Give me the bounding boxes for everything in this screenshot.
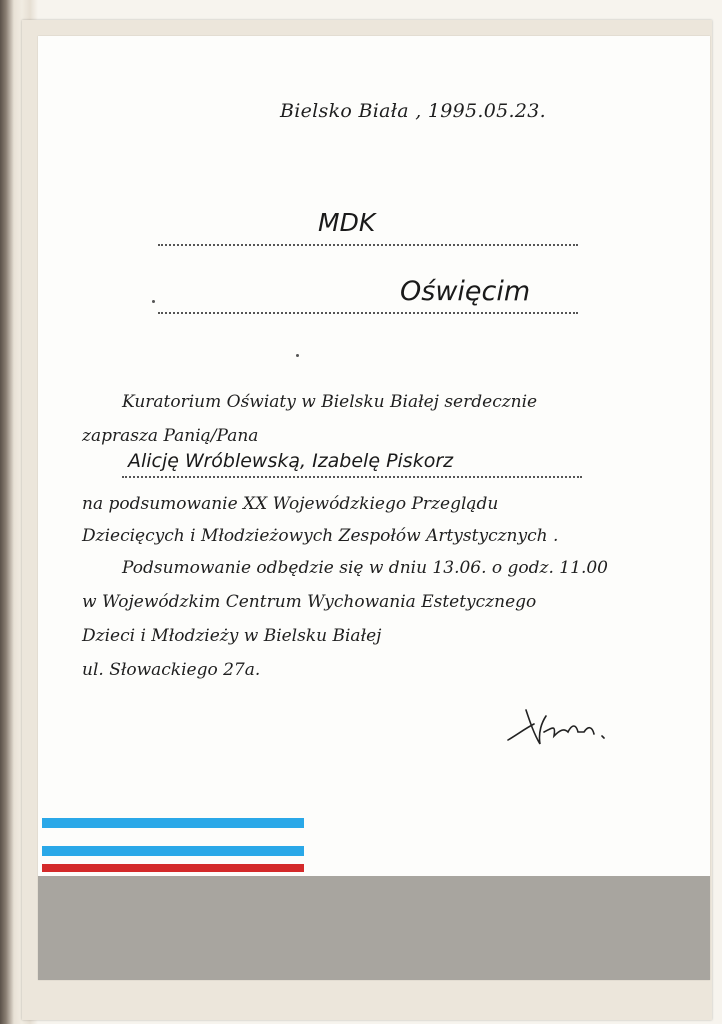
body-line-5: Dziecięcych i Młodzieżowych Zespołów Artystycznych .	[82, 526, 559, 546]
body-line-6: Podsumowanie odbędzie się w dniu 13.06. o godz. 11.00	[122, 558, 608, 578]
recipient-line-2: Oświęcim	[400, 276, 531, 307]
body-line-9: ul. Słowackiego 27a.	[82, 660, 261, 680]
invitation-sheet	[38, 36, 710, 980]
recipient-dotted-line-2	[158, 312, 578, 314]
red-stripe	[42, 864, 304, 872]
body-line-8: Dzieci i Młodzieży w Bielsku Białej	[82, 626, 382, 646]
dot-mark	[152, 300, 155, 303]
grey-footer-band	[38, 876, 710, 980]
body-line-2: zaprasza Panią/Pana	[82, 426, 259, 446]
body-line-7: w Wojewódzkim Centrum Wychowania Estetycznego	[82, 592, 537, 612]
invitee-names: Alicję Wróblewską, Izabelę Piskorz	[128, 450, 454, 472]
recipient-line-1: MDK	[318, 208, 376, 237]
recipient-dotted-line-1	[158, 244, 578, 246]
handwritten-signature	[504, 702, 634, 752]
date-line: Bielsko Biała , 1995.05.23.	[280, 100, 547, 122]
body-line-1: Kuratorium Oświaty w Bielsku Białej serdecznie	[122, 392, 538, 412]
flag-stripes	[42, 818, 304, 876]
dot-mark	[296, 354, 299, 357]
names-dotted-line	[122, 476, 582, 478]
body-line-4: na podsumowanie XX Wojewódzkiego Przeglądu	[82, 494, 499, 514]
blue-stripe	[42, 846, 304, 856]
blue-stripe	[42, 818, 304, 828]
